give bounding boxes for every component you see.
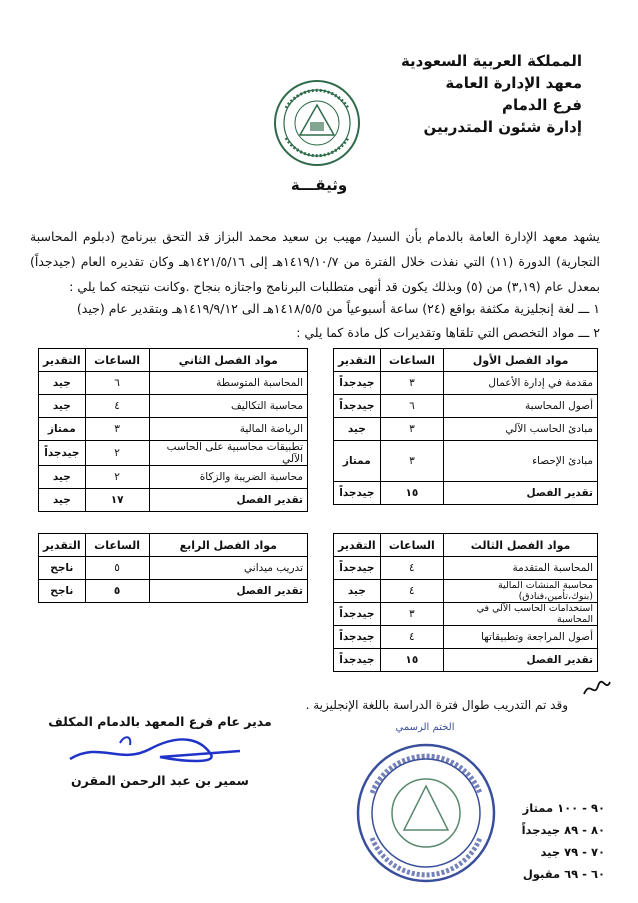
col-grade: التقدير: [334, 534, 381, 557]
grading-scale: [470, 797, 605, 885]
scale-good: ٧٠ - ٧٩ جيد: [540, 845, 605, 859]
initials-mark-icon: [582, 676, 612, 700]
table-row: المحاسبة المتقدمة ٤ جيدجداً: [334, 557, 598, 580]
table-row: محاسبة الضريبة والزكاة ٢ جيد: [39, 466, 308, 489]
col-grade: التقدير: [39, 534, 86, 557]
english-course-line: ١ ـــ لغة إنجليزية مكثفة بواقع (٢٤) ساعة أسبوعياً من ١٤١٨/٥/٥هـ الى ١٤١٩/٩/١٢هـ وبتقدير عام (جيد): [76, 301, 600, 316]
signatory-title: مدير عام فرع المعهد بالدمام المكلف: [48, 714, 272, 729]
specialization-line: ٢ ـــ مواد التخصص التي تلقاها وتقديرات كل مادة كما يلي :: [296, 325, 600, 340]
table-row: المحاسبة المتوسطة ٦ جيد: [39, 372, 308, 395]
table-row: مقدمة في إدارة الأعمال ٣ جيدجداً: [334, 372, 598, 395]
semester-3-table: [333, 533, 598, 672]
table-row: محاسبة المنشآت المالية (بنوك،تأمين،فنادق) ٤ جيد: [334, 580, 598, 603]
handwritten-signature-icon: [60, 731, 260, 771]
col-grade: التقدير: [334, 349, 381, 372]
semester-1-table: [333, 348, 598, 505]
scale-pass: ٦٠ - ٦٩ مقبول: [522, 867, 605, 881]
semester-total-row: تقدير الفصل ١٧ جيد: [39, 489, 308, 512]
table-row: الرياضة المالية ٣ ممتاز: [39, 418, 308, 441]
table-row: استخدامات الحاسب الآلي في المحاسبة ٣ جيدجداً: [334, 603, 598, 626]
letterhead: [372, 50, 582, 138]
letterhead-kingdom: المملكة العربية السعودية: [400, 52, 582, 70]
col-subject: مواد الفصل الثالث: [444, 534, 598, 557]
institute-seal-icon: [272, 78, 362, 168]
table-row: محاسبة التكاليف ٤ جيد: [39, 395, 308, 418]
col-hours: الساعات: [380, 534, 443, 557]
col-subject: مواد الفصل الثاني: [149, 349, 307, 372]
table-row: أصول المحاسبة ٦ جيدجداً: [334, 395, 598, 418]
col-subject: مواد الفصل الأول: [444, 349, 598, 372]
letterhead-institute: معهد الإدارة العامة: [445, 74, 582, 92]
col-subject: مواد الفصل الرابع: [149, 534, 307, 557]
semester-2-table: [38, 348, 308, 512]
scale-very-good: ٨٠ - ٨٩ جيدجداً: [521, 823, 605, 837]
semester-total-row: تقدير الفصل ٥ ناجح: [39, 580, 308, 603]
col-hours: الساعات: [380, 349, 444, 372]
document-title: وثيقـــة: [290, 176, 348, 194]
semester-total-row: تقدير الفصل ١٥ جيدجداً: [334, 482, 598, 505]
table-row: أصول المراجعة وتطبيقاتها ٤ جيدجداً: [334, 626, 598, 649]
letterhead-branch: فرع الدمام: [502, 96, 582, 114]
col-hours: الساعات: [85, 534, 149, 557]
table-row: تدريب ميداني ٥ ناجح: [39, 557, 308, 580]
col-hours: الساعات: [85, 349, 149, 372]
table-row: مبادئ الإحصاء ٣ ممتاز: [334, 441, 598, 482]
scale-excellent: ٩٠ - ١٠٠ ممتاز: [522, 801, 605, 815]
semester-4-table: [38, 533, 308, 603]
col-grade: التقدير: [39, 349, 86, 372]
results-list: [25, 297, 600, 345]
table-row: مبادئ الحاسب الآلي ٣ جيد: [334, 418, 598, 441]
certificate-paragraph: يشهد معهد الإدارة العامة بالدمام بأن السيد/ مهيب بن سعيد محمد البزاز قد التحق ببرنامج (دبلوم المحاسبة التجارية) الدورة (١١) التي نفذت خلال الفترة من ١٤١٩/١٠/٧هـ إلى ١٤٢١/٥/١٦هـ وكان تقديره العام (جيدجداً) بمعدل عام (٣,١٩) من (٥) وبذلك يكون قد أنهى متطلبات البرنامج واجتازه بنجاح .وكانت نتيجته كما يلي :: [30, 229, 600, 294]
semester-total-row: تقدير الفصل ١٥ جيدجداً: [334, 649, 598, 672]
training-note: وقد تم التدريب طوال فترة الدراسة باللغة الإنجليزية .: [305, 698, 568, 712]
letterhead-department: إدارة شئون المتدربين: [423, 118, 582, 136]
table-row: تطبيقات محاسبية على الحاسب الآلي ٢ جيدجداً: [39, 441, 308, 466]
signature-block: [40, 714, 280, 788]
signatory-name: سمير بن عبد الرحمن المقرن: [71, 773, 249, 788]
stamp-caption: الختم الرسمي: [395, 722, 455, 733]
